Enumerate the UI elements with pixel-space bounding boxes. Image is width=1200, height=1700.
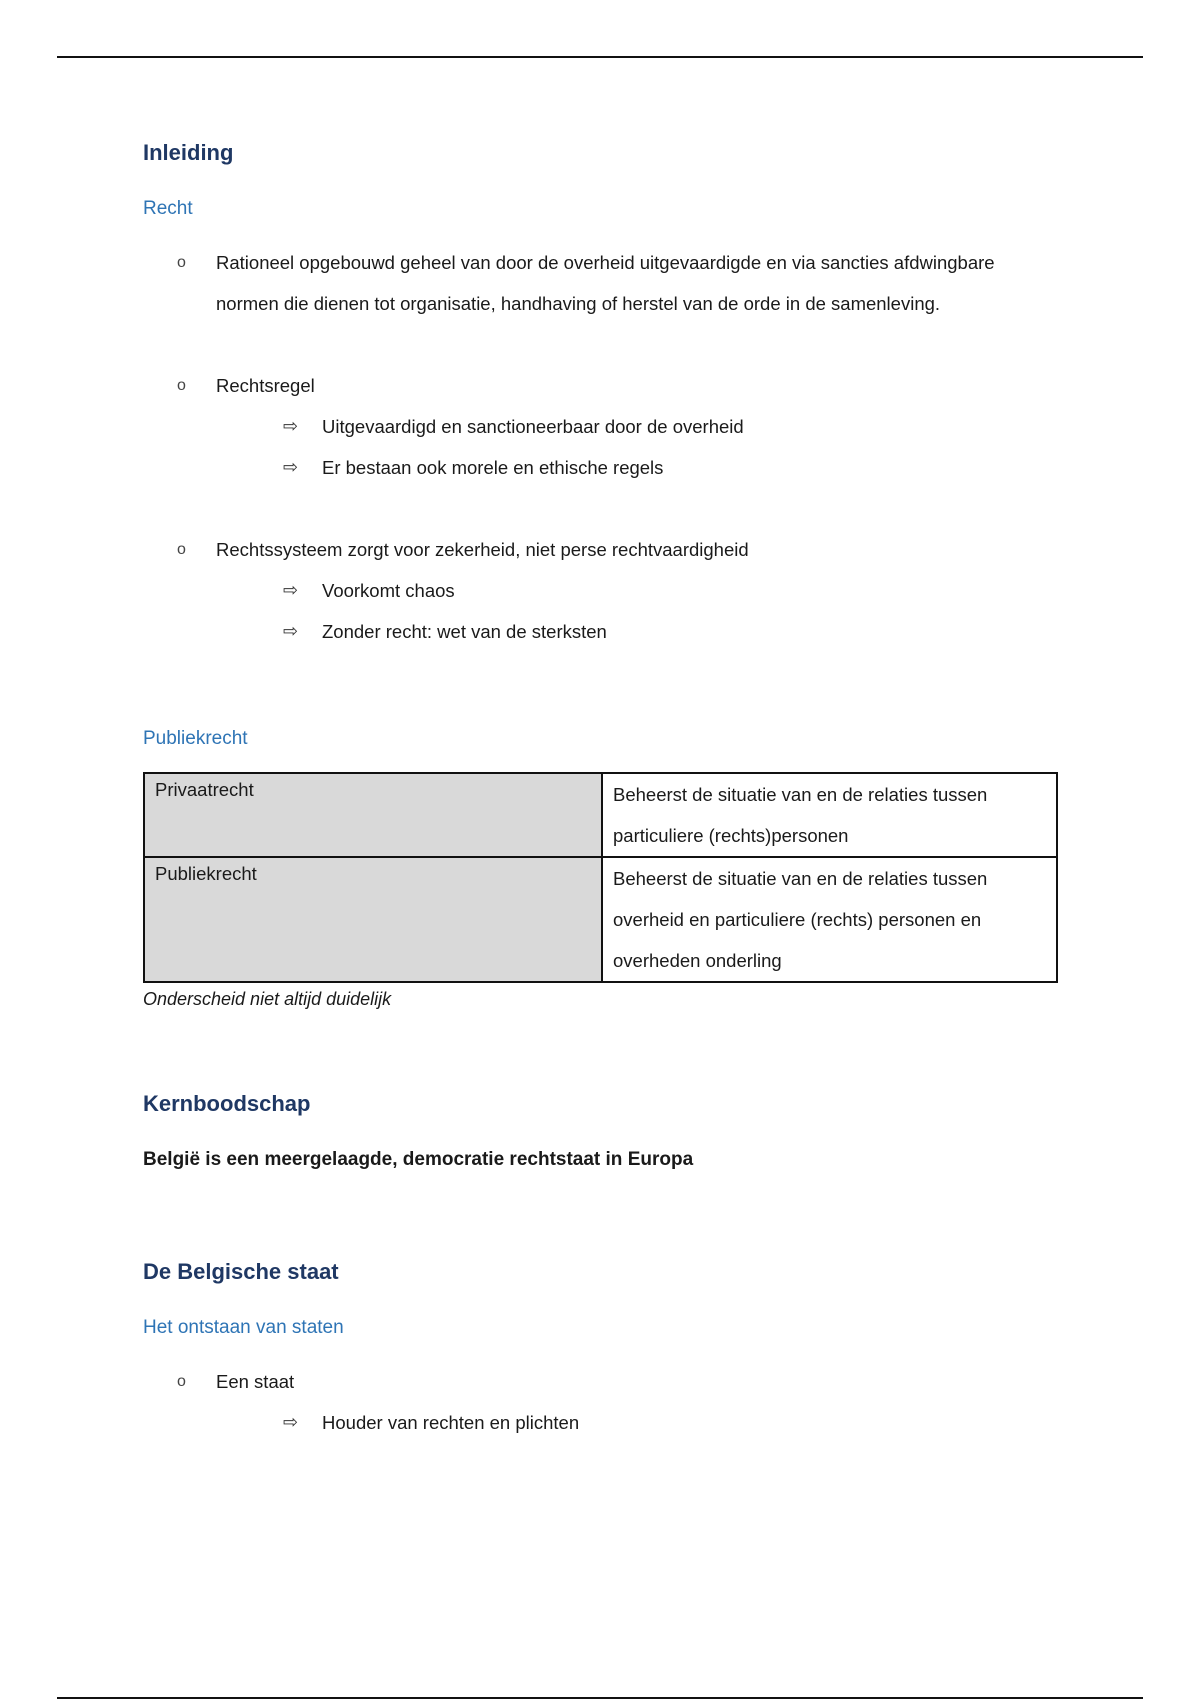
ontstaan-list (143, 1361, 1063, 1443)
table-cell-term: Publiekrecht (144, 857, 602, 982)
sub-item-text: Houder van rechten en plichten (322, 1412, 580, 1433)
sub-item-text: Zonder recht: wet van de sterksten (322, 621, 607, 642)
list-item-text: Rationeel opgebouwd geheel van door de overheid uitgevaardigde en via sancties afdwingbare normen die dienen tot organisatie, handhaving of herstel van de orde in de samenleving. (216, 252, 995, 314)
table-row (144, 773, 1057, 857)
recht-list (143, 242, 1063, 652)
circle-bullet-icon: o (177, 1373, 186, 1390)
sub-list-item (143, 611, 1063, 652)
list-item-text: Rechtsregel (216, 375, 315, 396)
heading-recht: Recht (143, 198, 193, 219)
table-row (144, 857, 1057, 982)
sub-list-item (143, 406, 1063, 447)
list-item (143, 1361, 1063, 1402)
circle-bullet-icon: o (177, 377, 186, 394)
list-item (143, 529, 1063, 570)
list-item-text: Een staat (216, 1371, 295, 1392)
table-cell-desc: Beheerst de situatie van en de relaties tussen overheid en particuliere (rechts) personen en overheden onderling (602, 857, 1057, 982)
sub-list-item (143, 1402, 1063, 1443)
document-body (143, 140, 1063, 1443)
footer-rule (57, 1697, 1143, 1699)
kernboodschap-text: België is een meergelaagde, democratie rechtstaat in Europa (143, 1149, 694, 1170)
list-item (143, 365, 1063, 406)
table-cell-desc: Beheerst de situatie van en de relaties tussen particuliere (rechts)personen (602, 773, 1057, 857)
circle-bullet-icon: o (177, 254, 186, 271)
arrow-right-icon: ⇨ (283, 580, 299, 600)
circle-bullet-icon: o (177, 541, 186, 558)
list-item (143, 242, 1063, 324)
header-rule (57, 56, 1143, 58)
recht-table (143, 772, 1058, 983)
arrow-right-icon: ⇨ (283, 621, 299, 641)
arrow-right-icon: ⇨ (283, 1412, 299, 1432)
heading-ontstaan-staten: Het ontstaan van staten (143, 1317, 344, 1338)
list-item-text: Rechtssysteem zorgt voor zekerheid, niet perse rechtvaardigheid (216, 539, 749, 560)
heading-publiekrecht: Publiekrecht (143, 728, 248, 749)
table-cell-term: Privaatrecht (144, 773, 602, 857)
sub-list-item (143, 570, 1063, 611)
arrow-right-icon: ⇨ (283, 457, 299, 477)
sub-item-text: Uitgevaardigd en sanctioneerbaar door de overheid (322, 416, 744, 437)
heading-inleiding: Inleiding (143, 140, 234, 165)
sub-item-text: Er bestaan ook morele en ethische regels (322, 457, 664, 478)
heading-belgische-staat: De Belgische staat (143, 1259, 339, 1284)
arrow-right-icon: ⇨ (283, 416, 299, 436)
sub-item-text: Voorkomt chaos (322, 580, 455, 601)
table-caption: Onderscheid niet altijd duidelijk (143, 989, 392, 1009)
heading-kernboodschap: Kernboodschap (143, 1091, 311, 1116)
sub-list-item (143, 447, 1063, 488)
